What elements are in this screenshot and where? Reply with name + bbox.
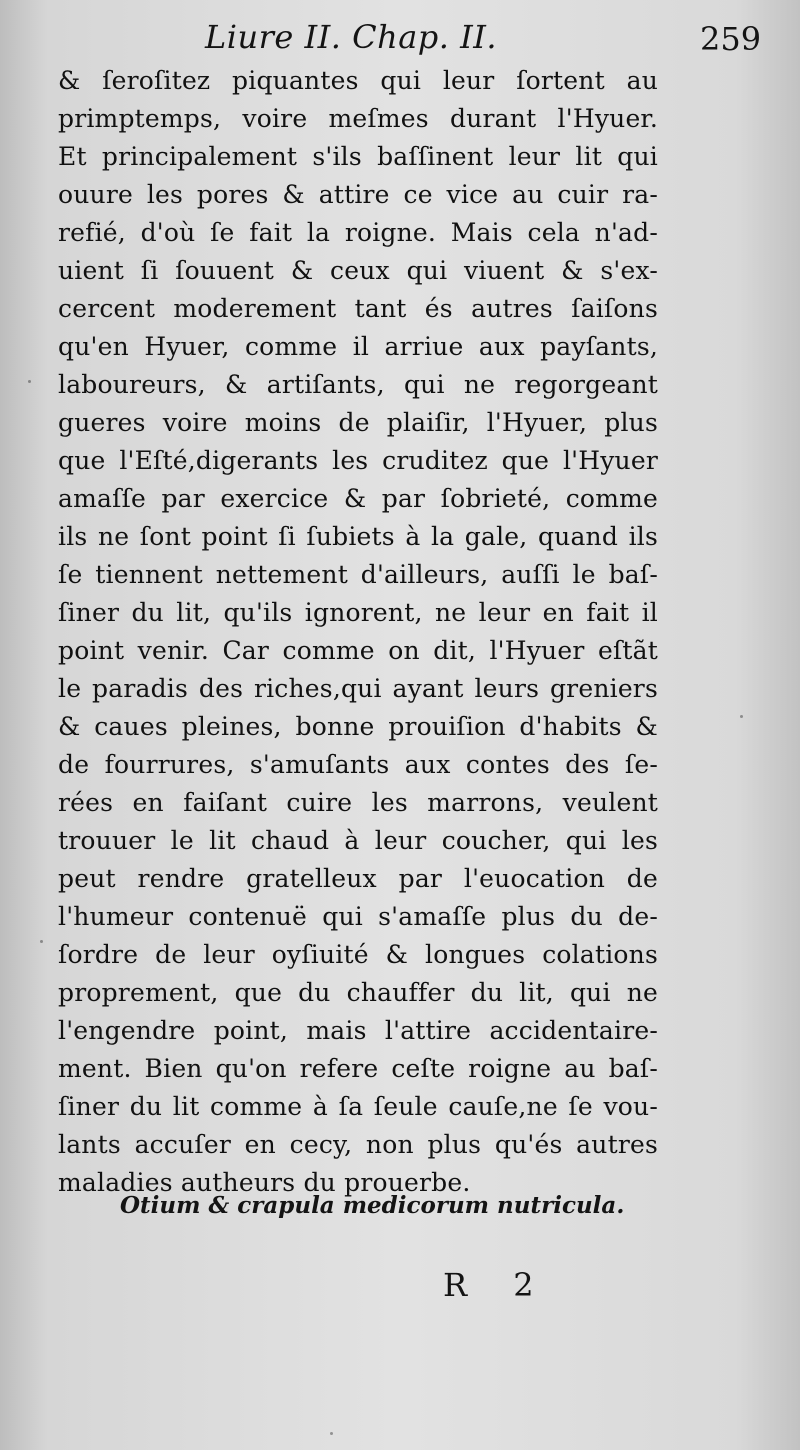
- text-line: uient ſi ſouuent & ceux qui viuent & s'ex-: [58, 256, 658, 285]
- text-line: refié, d'où ſe fait la roigne. Mais cela n'ad-: [58, 218, 658, 247]
- text-line: l'engendre point, mais l'attire accidentaire-: [58, 1016, 658, 1045]
- text-line: maladies autheurs du prouerbe.: [58, 1168, 471, 1197]
- text-line: cercent moderement tant és autres ſaiſons: [58, 294, 658, 323]
- text-line: point venir. Car comme on dit, l'Hyuer eſtãt: [58, 636, 658, 665]
- text-line: amaſſe par exercice & par ſobrieté, comme: [58, 484, 658, 513]
- text-line: gueres voire moins de plaiſir, l'Hyuer, plus: [58, 408, 658, 437]
- text-line: ſordre de leur oyſiuité & longues colations: [58, 940, 658, 969]
- text-line: lants accuſer en cecy, non plus qu'és autres: [58, 1130, 658, 1159]
- latin-motto: Otium & crapula medicorum nutricula.: [120, 1192, 625, 1219]
- text-line: laboureurs, & artiſants, qui ne regorgeant: [58, 370, 658, 399]
- text-line: rées en faiſant cuire les marrons, veulent: [58, 788, 658, 817]
- page-header: [0, 18, 800, 62]
- text-line: ſe tiennent nettement d'ailleurs, auſſi le baſ-: [58, 560, 658, 589]
- body-text: [58, 62, 658, 1202]
- text-line: le paradis des riches,qui ayant leurs greniers: [58, 674, 658, 703]
- paper-speck: [40, 940, 43, 943]
- text-line: ſiner du lit comme à ſa ſeule cauſe,ne ſe vou-: [58, 1092, 658, 1121]
- text-line: ouure les pores & attire ce vice au cuir ra-: [58, 180, 658, 209]
- text-line: primptemps, voire meſmes durant l'Hyuer.: [58, 104, 658, 133]
- text-line: de fourrures, s'amuſants aux contes des ſe-: [58, 750, 658, 779]
- text-line: trouuer le lit chaud à leur coucher, qui les: [58, 826, 658, 855]
- text-line: ils ne ſont point ſi ſubiets à la gale, quand ils: [58, 522, 658, 551]
- text-line: peut rendre gratelleux par l'euocation de: [58, 864, 658, 893]
- running-head: Liure II. Chap. II.: [205, 18, 498, 56]
- paper-speck: [28, 380, 31, 383]
- text-line: Et principalement s'ils baſſinent leur lit qui: [58, 142, 658, 171]
- text-line: & ſeroſitez piquantes qui leur ſortent au: [58, 66, 658, 95]
- text-line: qu'en Hyuer, comme il arriue aux payſants,: [58, 332, 658, 361]
- text-line: que l'Eſté,digerants les cruditez que l'Hyuer: [58, 446, 658, 475]
- text-line: l'humeur contenuë qui s'amaſſe plus du de-: [58, 902, 658, 931]
- signature-mark: R 2: [443, 1266, 552, 1304]
- text-line: & caues pleines, bonne prouiſion d'habits &: [58, 712, 658, 741]
- paper-speck: [330, 1432, 333, 1435]
- text-line: ment. Bien qu'on refere ceſte roigne au baſ-: [58, 1054, 658, 1083]
- paper-speck: [740, 715, 743, 718]
- text-line: ſiner du lit, qu'ils ignorent, ne leur en fait il: [58, 598, 658, 627]
- text-line: proprement, que du chauffer du lit, qui ne: [58, 978, 658, 1007]
- page-number: 259: [700, 20, 762, 58]
